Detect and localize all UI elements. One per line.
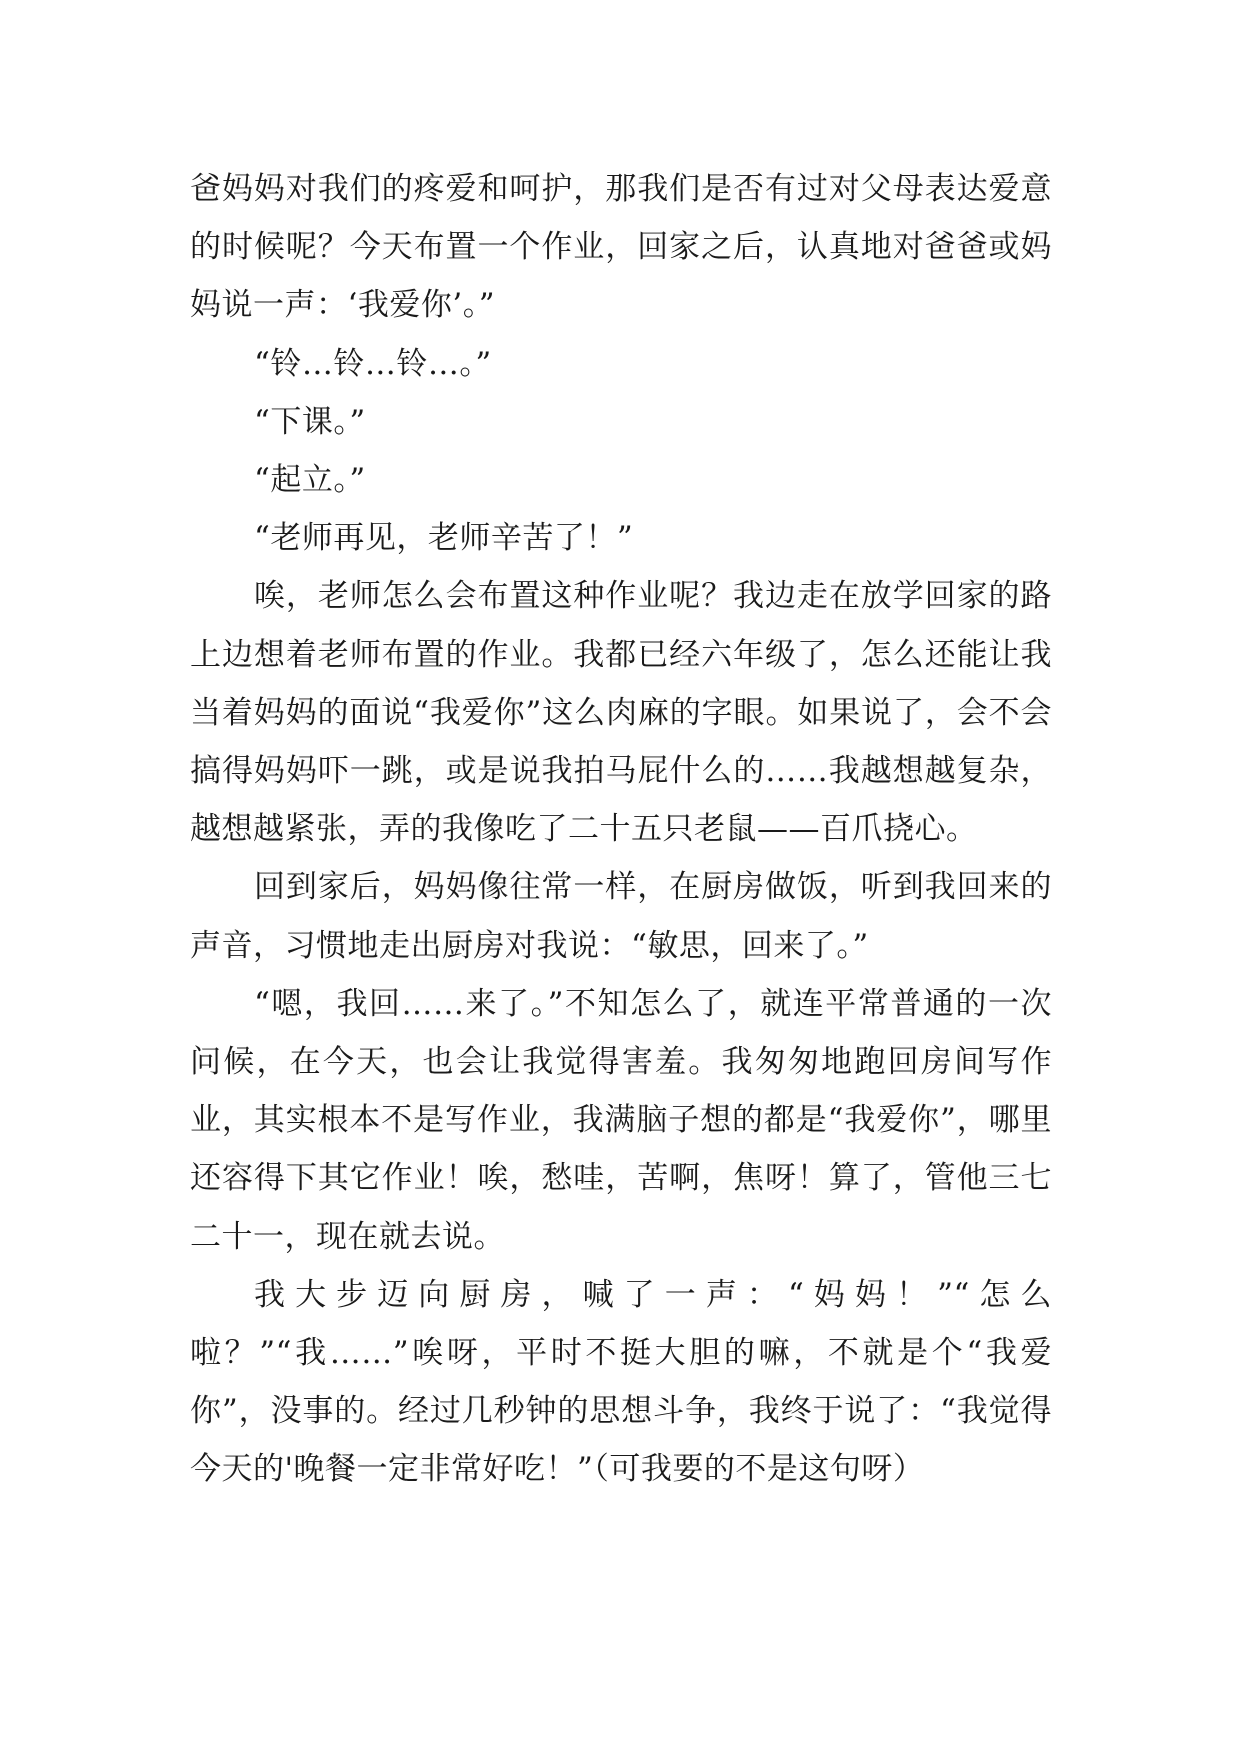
paragraph-2: “铃…铃…铃…。”: [254, 345, 492, 382]
paragraph-7: 回到家后，妈妈像往常一样，在厨房做饭，听到我回来的声音，习惯地走出厨房对我说：“敏思，回来了。”: [190, 869, 1052, 964]
paragraph-4: “起立。”: [254, 462, 366, 499]
body-text: [190, 160, 1052, 1499]
paragraph-8: “嗯，我回……来了。”不知怎么了，就连平常普通的一次问候，在今天，也会让我觉得害羞。我匆匆地跑回房间写作业，其实根本不是写作业，我满脑子想的都是“我爱你”，哪里还容得下其它作业！唉，愁哇，苦啊，焦呀！算了，管他三七二十一，现在就去说。: [190, 985, 1052, 1255]
paragraph-9: 我大步迈向厨房，喊了一声：“妈妈！”“怎么啦？”“我……”唉呀，平时不挺大胆的嘛，不就是个“我爱你”，没事的。经过几秒钟的思想斗争，我终于说了：“我觉得今天的'晚餐一定非常好吃！”（可我要的不是这句呀）: [190, 1276, 1052, 1488]
paragraph-6: 唉，老师怎么会布置这种作业呢？我边走在放学回家的路上边想着老师布置的作业。我都已经六年级了，怎么还能让我当着妈妈的面说“我爱你”这么肉麻的字眼。如果说了，会不会搞得妈妈吓一跳，或是说我拍马屁什么的……我越想越复杂，越想越紧张，弄的我像吃了二十五只老鼠——百爪挠心。: [190, 578, 1052, 848]
paragraph-1: 爸妈妈对我们的疼爱和呵护，那我们是否有过对父母表达爱意的时候呢？今天布置一个作业，回家之后，认真地对爸爸或妈妈说一声：‘我爱你’。”: [190, 171, 1052, 324]
paragraph-5: “老师再见，老师辛苦了！”: [254, 520, 634, 557]
paragraph-3: “下课。”: [254, 403, 366, 440]
